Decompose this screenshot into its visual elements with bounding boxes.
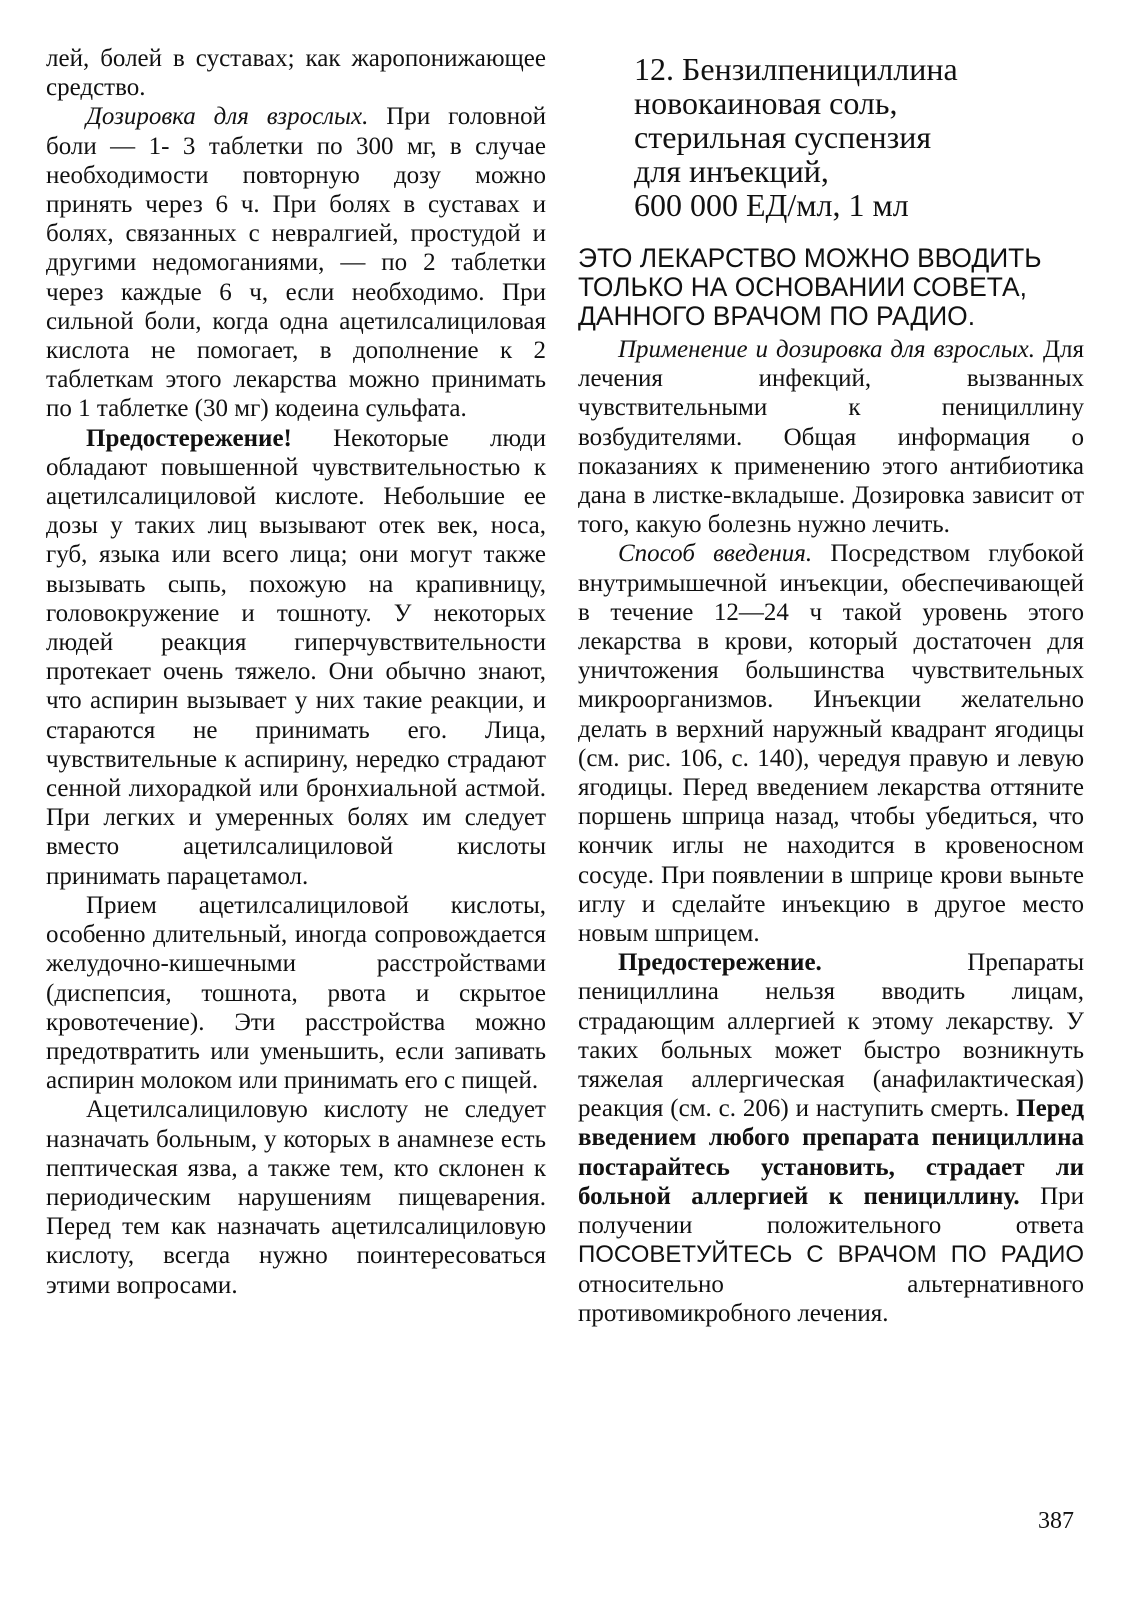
- paragraph-administration: [578, 539, 1084, 948]
- administration-text: Посредством глубокой внутримышечной инъекции, обеспечивающей в течение 12—24 ч такой уровень этого лекарства в крови, который достаточен для уничтожения большинства чувствительных микроорганизмов. Инъекции желательно делать в верхний наружный квадрант ягодицы (см. рис. 106, с. 140), чередуя правую и левую ягодицы. Перед введением лекарства оттяните поршень шприца назад, чтобы убедиться, что кончик иглы не находится в кровеносном сосуде. При появлении в шприце крови выньте иглу и сделайте инъекцию в другое место новым шприцем.: [578, 540, 1084, 948]
- administration-label: Способ введения.: [618, 540, 813, 568]
- drug-heading: [634, 52, 1084, 222]
- usage-text: Для лечения инфекций, вызванных чувствительными к пенициллину возбудителями. Общая информация о показаниях к применению этого антибиотика дана в листке-вкладыше. Дозировка зависит от того, какую болезнь нужно лечить.: [578, 336, 1084, 539]
- heading-line: стерильная суспензия: [634, 119, 932, 155]
- paragraph-caution: [46, 424, 546, 891]
- penicillin-caution-label: Предостережение.: [618, 949, 822, 977]
- penicillin-allergy-bold: Перед введением любого препарата пенициллина постарайтесь установить, страдает ли больной аллергией к пенициллину.: [578, 1095, 1084, 1210]
- radio-advice-warning: ЭТО ЛЕКАРСТВО МОЖНО ВВОДИТЬ ТОЛЬКО НА ОСНОВАНИИ СОВЕТА, ДАННОГО ВРАЧОМ ПО РАДИО.: [578, 243, 1042, 331]
- dosage-text: При головной боли — 1- 3 таблетки по 300 мг, в случае необходимости повторную дозу можно принять через 6 ч. При болях в суставах и болях, связанных с невралгией, простудой и другими недомоганиями, — по 2 таблетки через каждые 6 ч, если необходимо. При сильной боли, когда одна ацетилсалициловая кислота не помогает, в дополнение к 2 таблеткам этого лекарства можно принимать по 1 таблетке (30 мг) кодеина сульфата.: [46, 103, 546, 423]
- penicillin-caution-text-2: При получении положительного ответа: [578, 1182, 1084, 1240]
- paragraph-continuation: лей, болей в суставах; как жаропонижающее средство.: [46, 45, 546, 102]
- paragraph-adult-dosage: [46, 102, 546, 423]
- dosage-label: Дозировка для взрослых.: [86, 103, 369, 131]
- usage-label: Применение и дозировка для взрослых.: [618, 336, 1036, 363]
- left-column: [46, 44, 546, 1300]
- paragraph-side-effects: Прием ацетилсалициловой кислоты, особенно длительный, иногда сопровождается желудочно-кишечными расстройствами (диспепсия, тошнота, рвота и скрытое кровотечение). Эти расстройства можно предотвратить или уменьшить, если запивать аспирин молоком или принимать его с пищей.: [46, 891, 546, 1095]
- penicillin-caution-text: Препараты пенициллина нельзя вводить лицам, страдающим аллергией к этому лекарству. У таких больных может быстро возникнуть тяжелая аллергическая (анафилактическая) реакция (см. с. 206) и наступить смерть.: [578, 949, 1084, 1123]
- right-column: [578, 52, 1084, 1328]
- heading-line: новокаиновая соль,: [634, 85, 898, 121]
- caution-text: Некоторые люди обладают повышенной чувствительностью к ацетилсалициловой кислоте. Небольшие ее дозы у таких лиц вызывают отек век, носа, губ, языка или всего лица; они могут также вызывать сыпь, похожую на крапивницу, головокружение и тошноту. У некоторых людей реакция гиперчувствительности протекает очень тяжело. Они обычно знают, что аспирин вызывает у них такие реакции, и стараются не принимать его. Лица, чувствительные к аспирину, нередко страдают сенной лихорадкой или бронхиальной астмой. При легких и умеренных болях им следует вместо ацетилсалициловой кислоты принимать парацетамол.: [46, 424, 546, 890]
- caution-label: Предостережение!: [86, 424, 292, 452]
- consult-doctor-caps: ПОСОВЕТУЙТЕСЬ С ВРАЧОМ ПО РАДИО: [578, 1241, 1084, 1269]
- page-number: 387: [1038, 1508, 1074, 1534]
- penicillin-caution-text-3: относительно альтернативного противомикробного лечения.: [578, 1270, 1084, 1327]
- heading-line: для инъекций,: [634, 153, 829, 189]
- heading-line: 600 000 ЕД/мл, 1 мл: [634, 187, 909, 223]
- paragraph-contraindications: Ацетилсалициловую кислоту не следует назначать больным, у которых в анамнезе есть пептическая язва, а также тем, кто склонен к периодическим нарушениям пищеварения. Перед тем как назначать ацетилсалициловую кислоту, всегда нужно поинтересоваться этими вопросами.: [46, 1096, 546, 1299]
- paragraph-usage-dosage: [578, 335, 1084, 539]
- heading-line: 12. Бензилпенициллина: [634, 51, 958, 87]
- paragraph-penicillin-caution: [578, 948, 1084, 1328]
